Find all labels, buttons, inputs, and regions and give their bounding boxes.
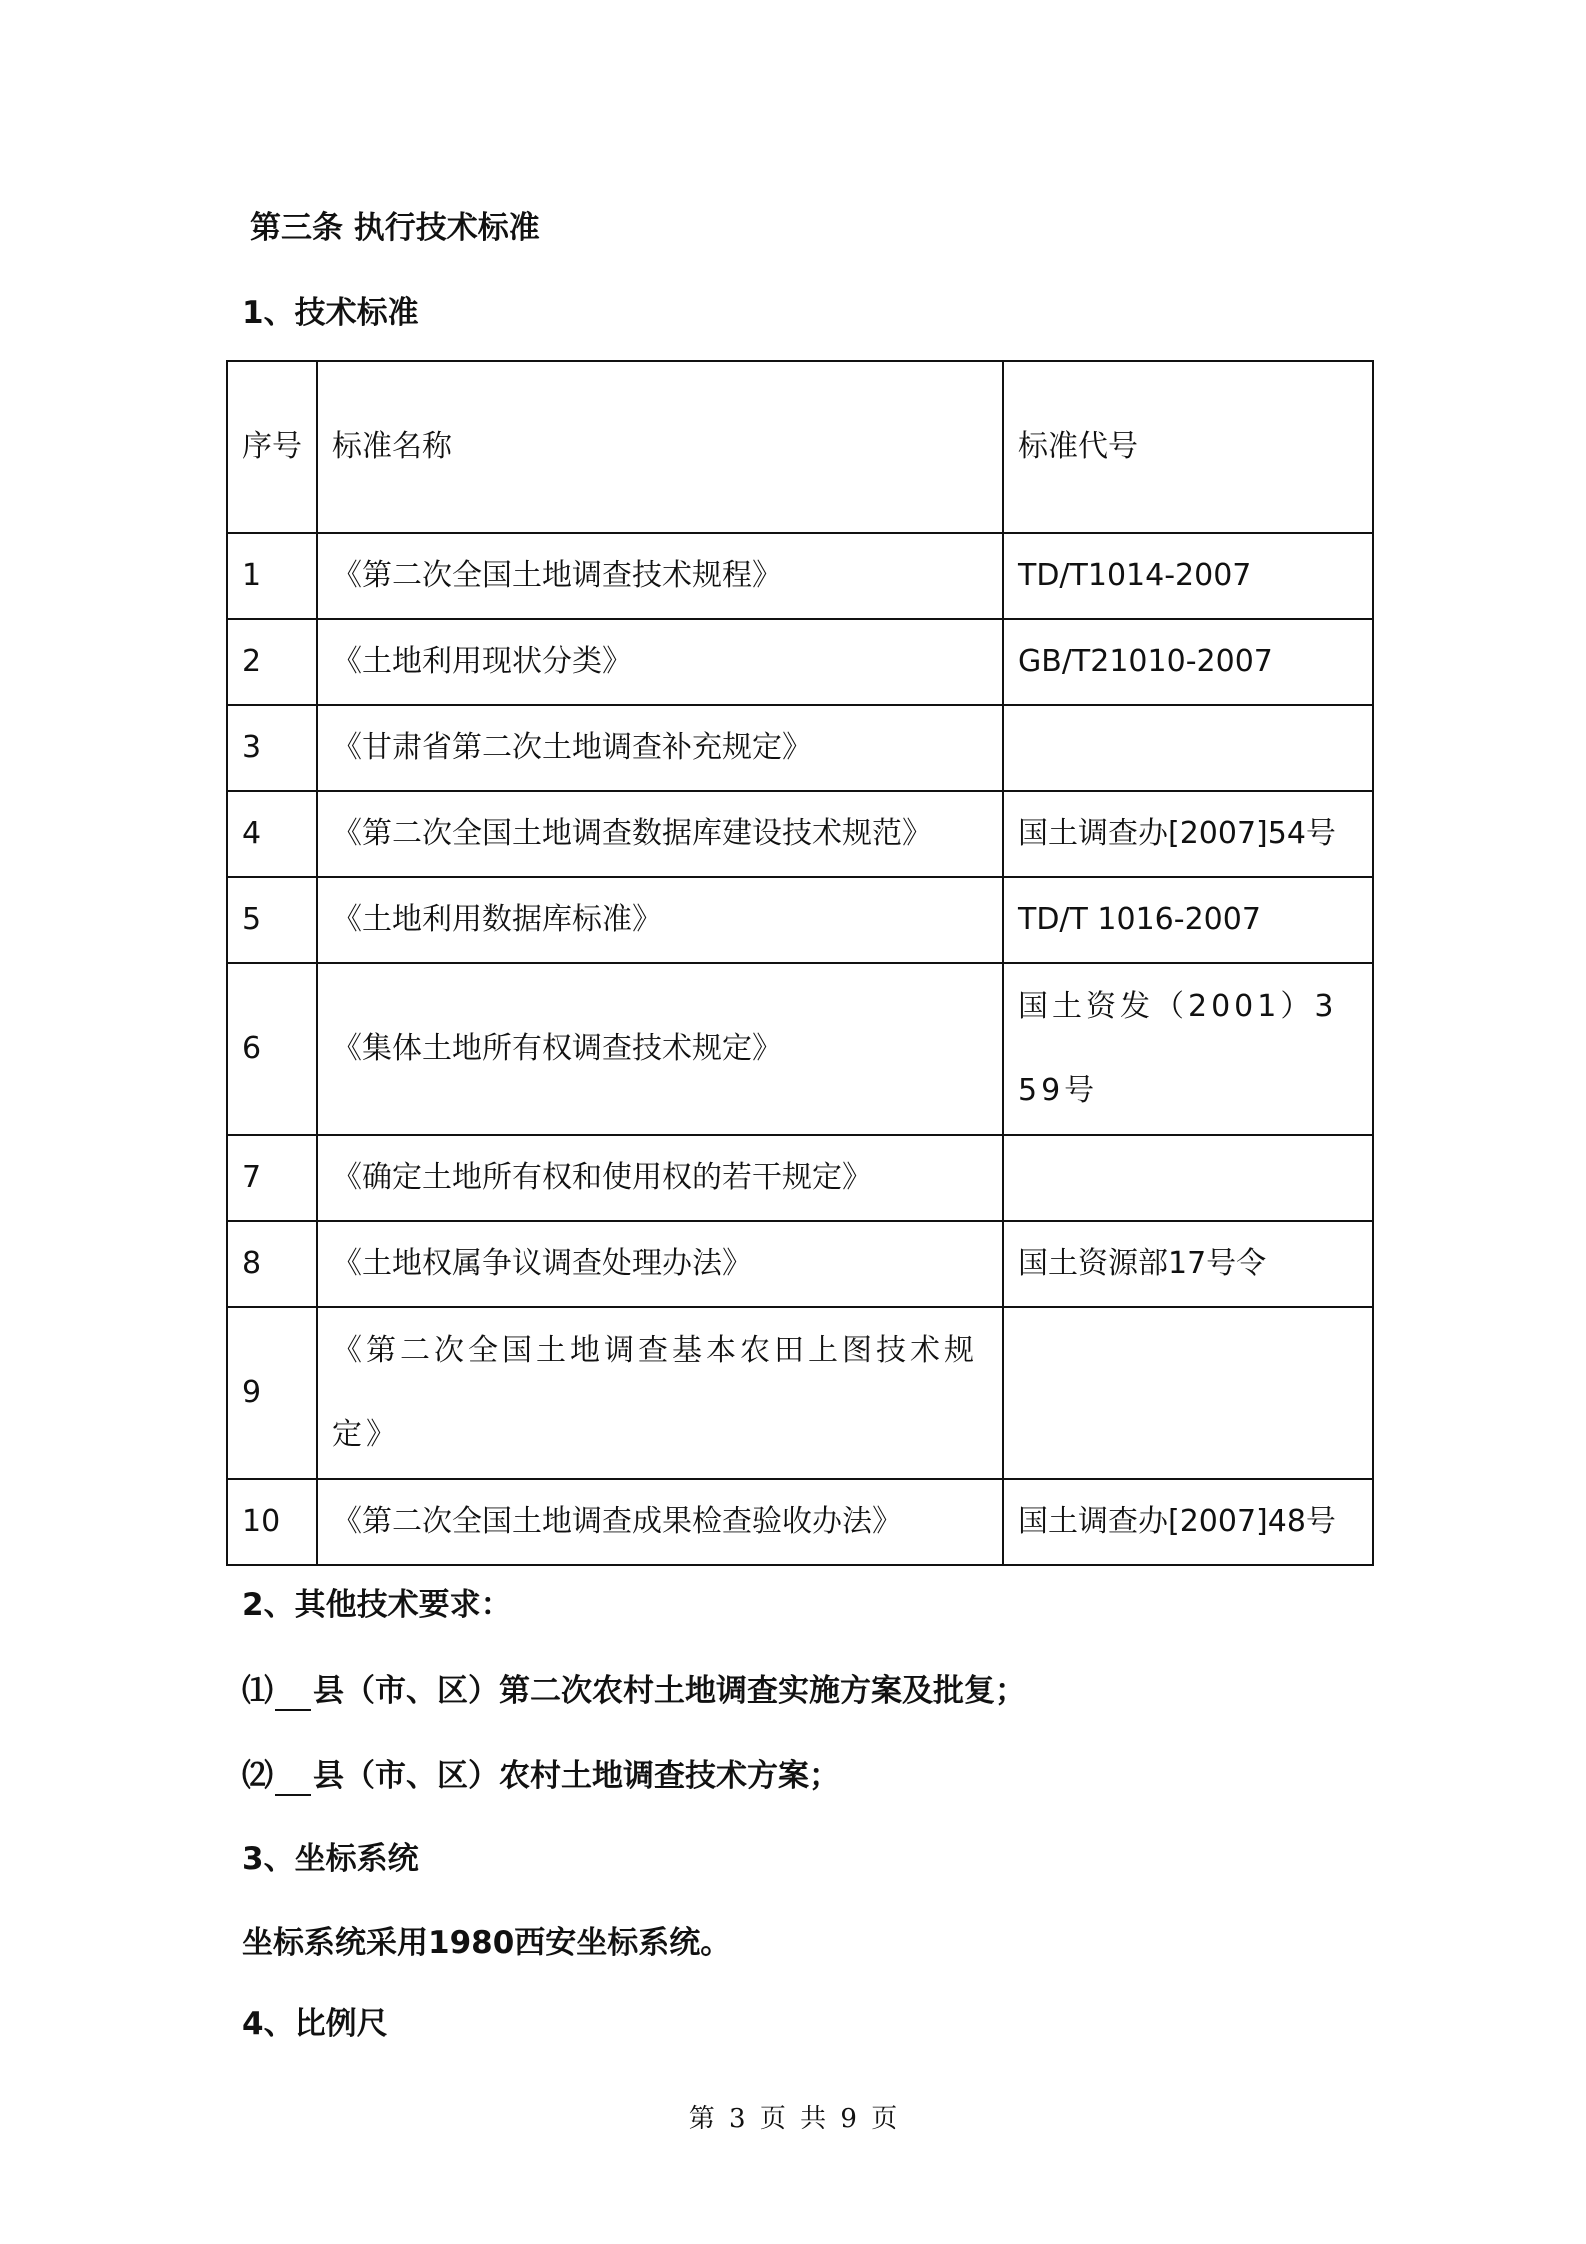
row-code	[1003, 1307, 1373, 1479]
table-row	[227, 619, 1373, 705]
row-code	[1003, 705, 1373, 791]
header-name: 标准名称	[317, 361, 1003, 533]
row-code: GB/T21010-2007	[1003, 619, 1373, 705]
table-row	[227, 533, 1373, 619]
blank-line	[275, 1764, 311, 1796]
requirement-2	[242, 1756, 840, 1796]
table-row	[227, 963, 1373, 1135]
row-no: 4	[227, 791, 317, 877]
article-title: 第三条 执行技术标准	[250, 210, 540, 246]
table-row	[227, 1479, 1373, 1565]
row-name: 《确定土地所有权和使用权的若干规定》	[317, 1135, 1003, 1221]
row-no: 5	[227, 877, 317, 963]
table-row	[227, 877, 1373, 963]
table-header-row	[227, 361, 1373, 533]
row-name: 《集体土地所有权调查技术规定》	[317, 963, 1003, 1135]
blank-line	[275, 1679, 311, 1711]
row-no: 3	[227, 705, 317, 791]
row-code: 国土调查办[2007]48号	[1003, 1479, 1373, 1565]
req2-text: 县（市、区）农村土地调查技术方案；	[313, 1758, 840, 1794]
row-name: 《土地利用数据库标准》	[317, 877, 1003, 963]
standards-table	[226, 360, 1374, 1566]
row-name: 《第二次全国土地调查技术规程》	[317, 533, 1003, 619]
section2-title: 2、其他技术要求：	[242, 1587, 512, 1623]
row-code: TD/T1014-2007	[1003, 533, 1373, 619]
row-no: 6	[227, 963, 317, 1135]
table-row	[227, 1307, 1373, 1479]
row-no: 10	[227, 1479, 317, 1565]
row-no: 9	[227, 1307, 317, 1479]
row-code: 国土资源部17号令	[1003, 1221, 1373, 1307]
page-footer: 第 3 页 共 9 页	[688, 2104, 898, 2134]
requirement-1	[242, 1671, 1026, 1711]
table-row	[227, 1221, 1373, 1307]
req2-prefix: ⑵	[242, 1758, 273, 1794]
row-no: 7	[227, 1135, 317, 1221]
section3-text: 坐标系统采用1980西安坐标系统。	[242, 1925, 732, 1961]
row-name: 《甘肃省第二次土地调查补充规定》	[317, 705, 1003, 791]
row-name: 《第二次全国土地调查数据库建设技术规范》	[317, 791, 1003, 877]
req1-prefix: ⑴	[242, 1673, 273, 1709]
table-row	[227, 1135, 1373, 1221]
table-row	[227, 705, 1373, 791]
req1-text: 县（市、区）第二次农村土地调查实施方案及批复；	[313, 1673, 1026, 1709]
row-no: 2	[227, 619, 317, 705]
section3-title: 3、坐标系统	[242, 1841, 419, 1877]
header-code: 标准代号	[1003, 361, 1373, 533]
row-code: 国土调查办[2007]54号	[1003, 791, 1373, 877]
row-name: 《第二次全国土地调查成果检查验收办法》	[317, 1479, 1003, 1565]
row-code: 国土资发（2001）359号	[1003, 963, 1373, 1135]
section1-title: 1、技术标准	[242, 295, 419, 331]
row-no: 1	[227, 533, 317, 619]
row-code	[1003, 1135, 1373, 1221]
table-row	[227, 791, 1373, 877]
row-code: TD/T 1016-2007	[1003, 877, 1373, 963]
row-name: 《土地权属争议调查处理办法》	[317, 1221, 1003, 1307]
row-name: 《土地利用现状分类》	[317, 619, 1003, 705]
section4-title: 4、比例尺	[242, 2006, 388, 2042]
row-name: 《第二次全国土地调查基本农田上图技术规定》	[317, 1307, 1003, 1479]
row-no: 8	[227, 1221, 317, 1307]
header-seq: 序号	[227, 361, 317, 533]
